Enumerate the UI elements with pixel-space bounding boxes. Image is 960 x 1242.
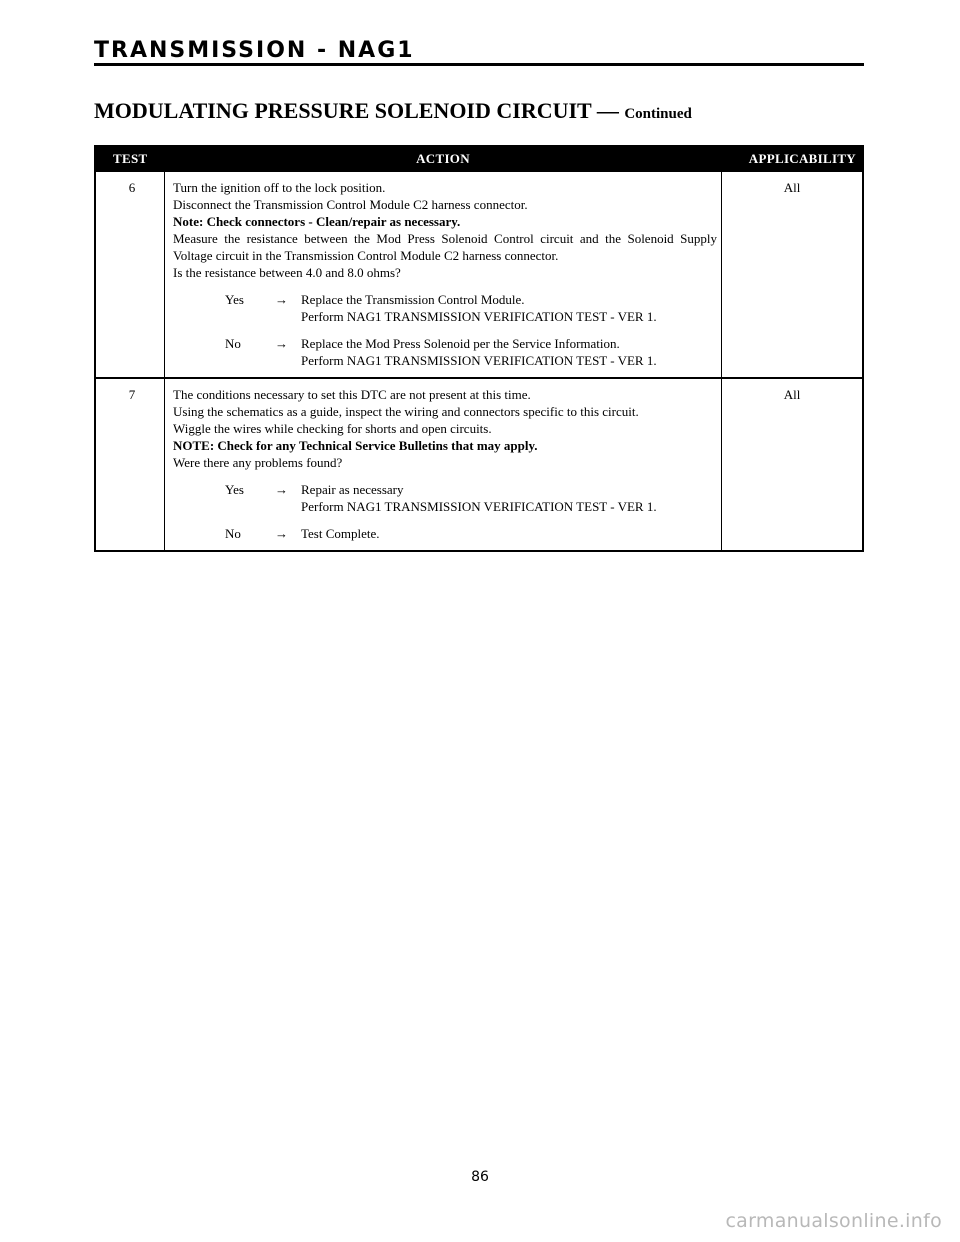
- answer-label: No: [225, 526, 241, 541]
- action-cell: [165, 171, 722, 378]
- note-line: Note: Check connectors - Clean/repair as necessary.: [173, 214, 461, 229]
- arrow-right-icon: →: [275, 482, 288, 497]
- answer-no: [173, 335, 717, 369]
- action-line: Turn the ignition off to the lock position.: [173, 180, 386, 195]
- test-number: 6: [95, 171, 165, 378]
- section-title-text: MODULATING PRESSURE SOLENOID CIRCUIT —: [94, 98, 619, 123]
- answer-line: Perform NAG1 TRANSMISSION VERIFICATION TEST - VER 1.: [301, 353, 657, 368]
- answer-line: Repair as necessary: [301, 482, 404, 497]
- table-header-row: [95, 146, 863, 171]
- action-line: Measure the resistance between the Mod Press Solenoid Control circuit and the Solenoid Supply Voltage circuit in the Transmission Control Module C2 harness connector.: [173, 231, 717, 263]
- test-number: 7: [95, 378, 165, 551]
- section-title-suffix: Continued: [624, 106, 692, 122]
- answer-line: Perform NAG1 TRANSMISSION VERIFICATION TEST - VER 1.: [301, 499, 657, 514]
- table-row: [95, 171, 863, 378]
- action-cell: [165, 378, 722, 551]
- answer-yes: [173, 291, 717, 325]
- action-line: Wiggle the wires while checking for shorts and open circuits.: [173, 421, 492, 436]
- header-action: ACTION: [165, 146, 722, 171]
- answer-text: [301, 525, 717, 542]
- answer-yes: [173, 481, 717, 515]
- answer-label: Yes: [225, 482, 244, 497]
- answer-text: [301, 335, 717, 369]
- page-header-title: TRANSMISSION - NAG1: [94, 38, 415, 63]
- arrow-right-icon: →: [275, 336, 288, 351]
- question-line: Is the resistance between 4.0 and 8.0 ohms?: [173, 265, 401, 280]
- answer-line: Perform NAG1 TRANSMISSION VERIFICATION TEST - VER 1.: [301, 309, 657, 324]
- watermark-link[interactable]: carmanualsonline.info: [725, 1210, 942, 1232]
- section-title: [94, 97, 692, 128]
- action-line: Using the schematics as a guide, inspect the wiring and connectors specific to this circuit.: [173, 404, 639, 419]
- answer-label: Yes: [225, 292, 244, 307]
- header-test: TEST: [95, 146, 165, 171]
- arrow-right-icon: →: [275, 292, 288, 307]
- page-number: 86: [471, 1169, 489, 1185]
- header-applicability: APPLICABILITY: [722, 146, 864, 171]
- answer-line: Replace the Transmission Control Module.: [301, 292, 525, 307]
- answer-text: [301, 291, 717, 325]
- answer-line: Test Complete.: [301, 526, 380, 541]
- applicability-cell: All: [722, 378, 864, 551]
- table-row: [95, 378, 863, 551]
- action-line: The conditions necessary to set this DTC are not present at this time.: [173, 387, 531, 402]
- action-line: Disconnect the Transmission Control Module C2 harness connector.: [173, 197, 528, 212]
- answer-text: [301, 481, 717, 515]
- answer-label: No: [225, 336, 241, 351]
- note-line: NOTE: Check for any Technical Service Bulletins that may apply.: [173, 438, 538, 453]
- question-line: Were there any problems found?: [173, 455, 343, 470]
- diagnostic-table: [94, 145, 864, 552]
- answer-no: [173, 525, 717, 542]
- arrow-right-icon: →: [275, 526, 288, 541]
- header-divider: [94, 63, 864, 66]
- applicability-cell: All: [722, 171, 864, 378]
- answer-line: Replace the Mod Press Solenoid per the Service Information.: [301, 336, 620, 351]
